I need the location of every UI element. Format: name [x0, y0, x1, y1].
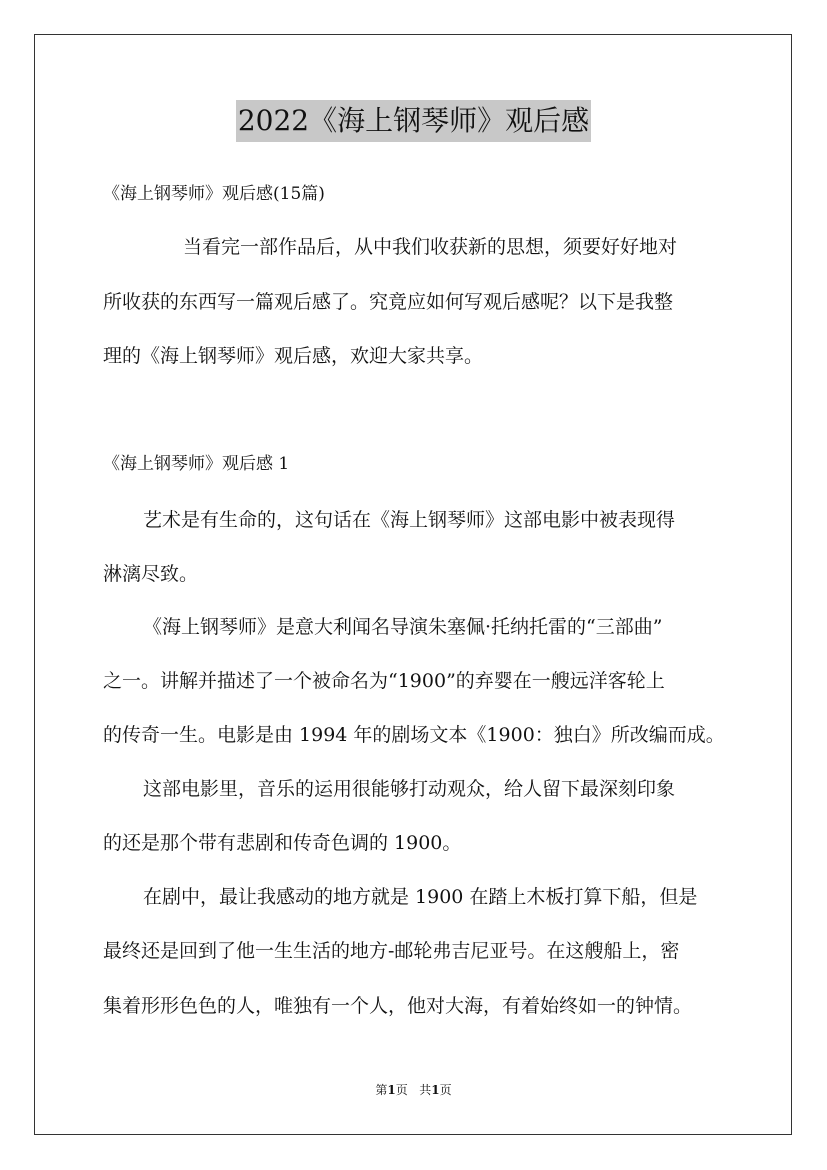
body-line: 《海上钢琴师》是意大利闻名导演朱塞佩·托纳托雷的“三部曲” — [143, 616, 663, 638]
total-label-suffix: 页 — [439, 1083, 452, 1097]
body-line: 集着形形色色的人，唯独有一个人，他对大海，有着始终如一的钟情。 — [103, 995, 693, 1017]
body-line: 在剧中，最让我感动的地方就是 1900 在踏上木板打算下船，但是 — [143, 886, 698, 908]
page-label-prefix: 第 — [375, 1083, 388, 1097]
body-line: 的还是那个带有悲剧和传奇色调的 1900。 — [103, 832, 462, 854]
total-label-prefix: 共 — [419, 1083, 432, 1097]
body-line: 的传奇一生。电影是由 1994 年的剧场文本《1900：独白》所改编而成。 — [103, 724, 725, 746]
document-subtitle: 《海上钢琴师》观后感(15篇) — [103, 184, 325, 204]
body-line: 最终还是回到了他一生生活的地方-邮轮弗吉尼亚号。在这艘船上，密 — [103, 940, 680, 962]
total-pages: 1 — [431, 1083, 440, 1097]
page-footer — [0, 1082, 827, 1098]
body-line: 艺术是有生命的，这句话在《海上钢琴师》这部电影中被表现得 — [143, 509, 676, 531]
intro-line: 理的《海上钢琴师》观后感，欢迎大家共享。 — [103, 345, 484, 367]
document-title: 2022《海上钢琴师》观后感 — [236, 100, 591, 142]
section-heading: 《海上钢琴师》观后感 1 — [103, 454, 290, 474]
body-line: 这部电影里，音乐的运用很能够打动观众，给人留下最深刻印象 — [143, 778, 676, 800]
intro-line: 当看完一部作品后，从中我们收获新的思想，须要好好地对 — [183, 236, 678, 258]
body-line: 之一。讲解并描述了一个被命名为“1900”的弃婴在一艘远洋客轮上 — [103, 670, 665, 692]
title-container — [0, 100, 827, 142]
page-label-suffix: 页 — [395, 1083, 408, 1097]
page-number: 1 — [387, 1083, 396, 1097]
intro-line: 所收获的东西写一篇观后感了。究竟应如何写观后感呢？以下是我整 — [103, 291, 674, 313]
body-line: 淋漓尽致。 — [103, 563, 199, 585]
